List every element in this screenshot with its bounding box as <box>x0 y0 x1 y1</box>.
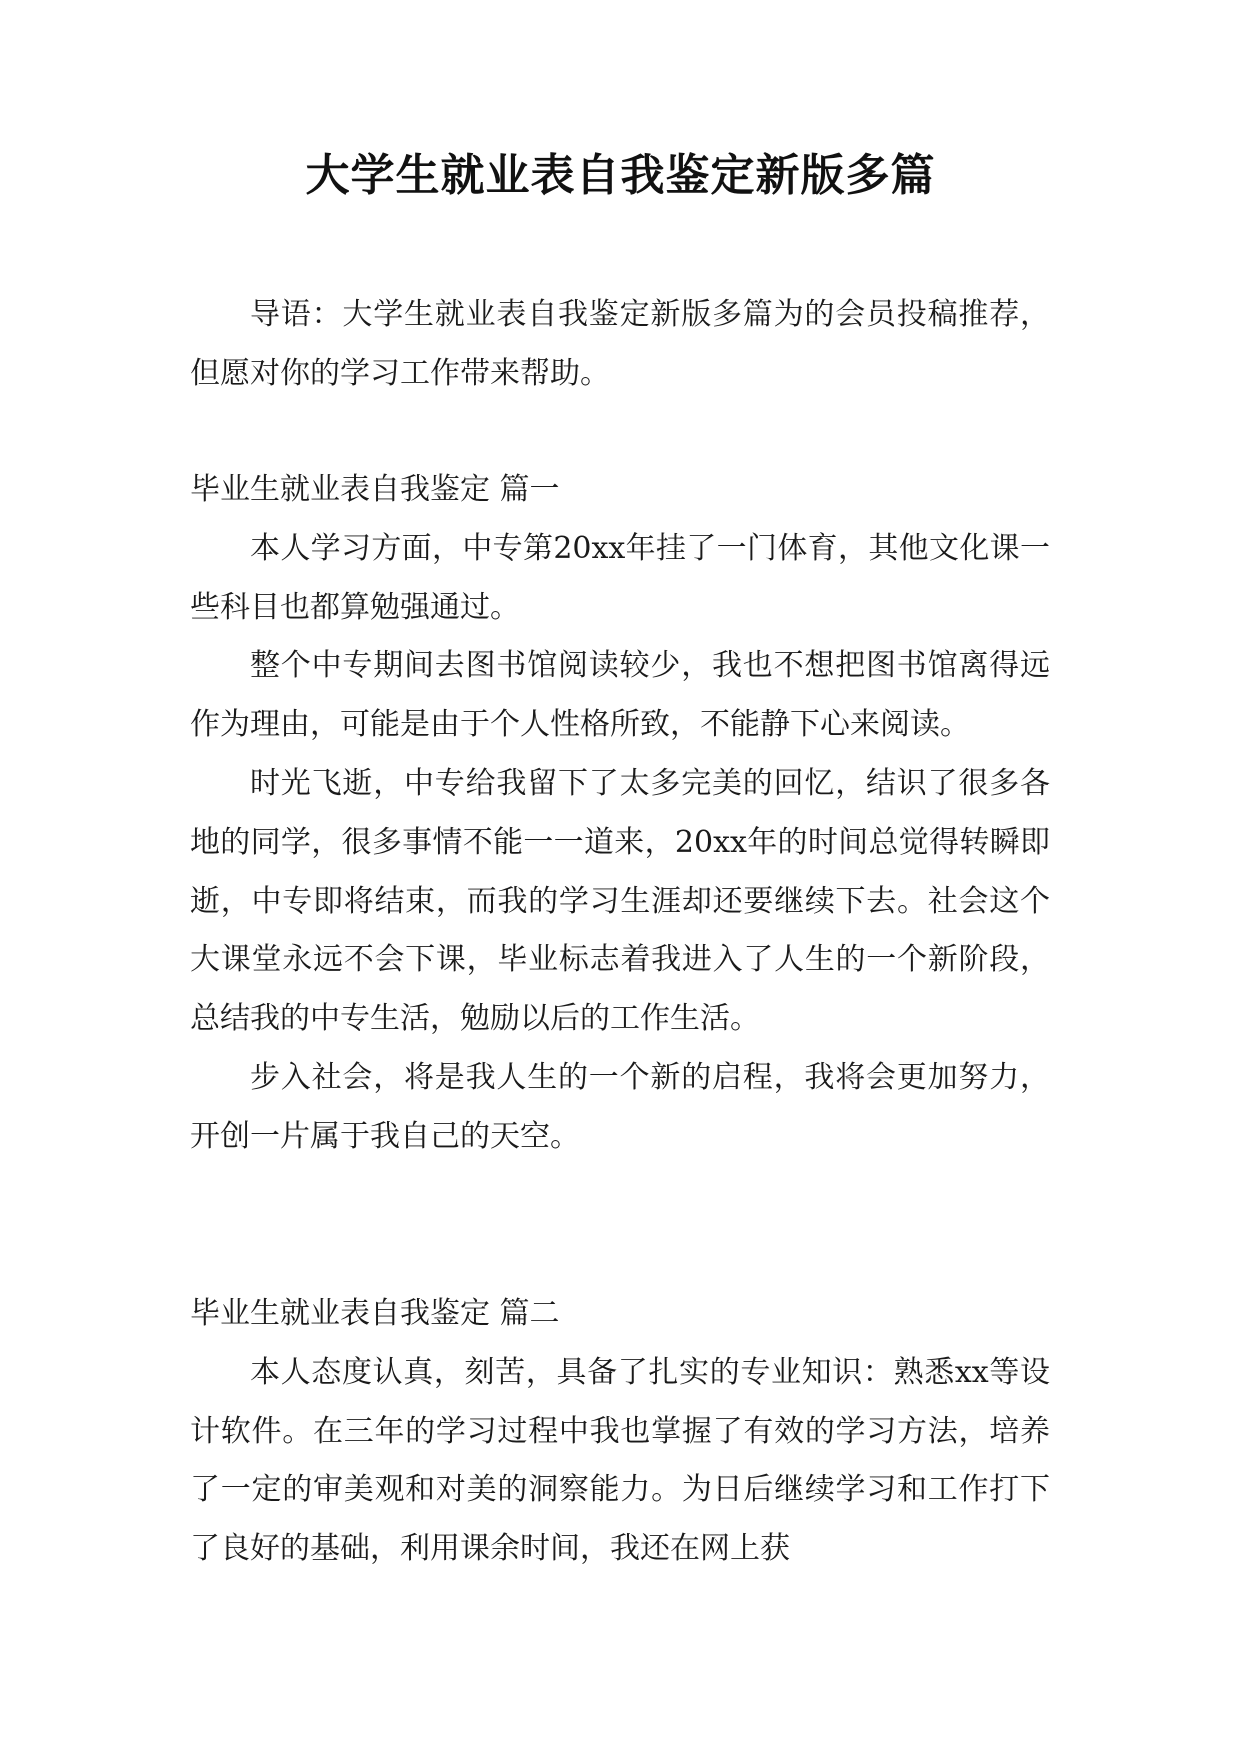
intro-paragraph: 导语：大学生就业表自我鉴定新版多篇为的会员投稿推荐，但愿对你的学习工作带来帮助。 <box>190 297 1050 391</box>
body-paragraph: 整个中专期间去图书馆阅读较少，我也不想把图书馆离得远作为理由，可能是由于个人性格所致，不能静下心来阅读。 <box>190 648 1050 743</box>
section-heading: 毕业生就业表自我鉴定 篇一 <box>190 472 560 507</box>
body-paragraph: 时光飞逝，中专给我留下了太多完美的回忆，结识了很多各地的同学，很多事情不能一一道来，20xx年的时间总觉得转瞬即逝，中专即将结束，而我的学习生涯却还要继续下去。社会这个大课堂永远不会下课，毕业标志着我进入了人生的一个新阶段，总结我的中专生活，勉励以后的工作生活。 <box>190 765 1050 1037</box>
body-paragraph: 步入社会，将是我人生的一个新的启程，我将会更加努力，开创一片属于我自己的天空。 <box>190 1059 1050 1154</box>
section-heading: 毕业生就业表自我鉴定 篇二 <box>190 1296 560 1331</box>
intro-block <box>190 286 1050 404</box>
section-2 <box>190 1285 1050 1579</box>
body-paragraph: 本人学习方面，中专第20xx年挂了一门体育，其他文化课一些科目也都算勉强通过。 <box>190 530 1050 625</box>
body-paragraph: 本人态度认真，刻苦，具备了扎实的专业知识：熟悉xx等设计软件。在三年的学习过程中我也掌握了有效的学习方法，培养了一定的审美观和对美的洞察能力。为日后继续学习和工作打下了良好的基础，利用课余时间，我还在网上获 <box>190 1354 1050 1567</box>
document-title: 大学生就业表自我鉴定新版多篇 <box>305 150 936 201</box>
section-1 <box>190 461 1050 1167</box>
